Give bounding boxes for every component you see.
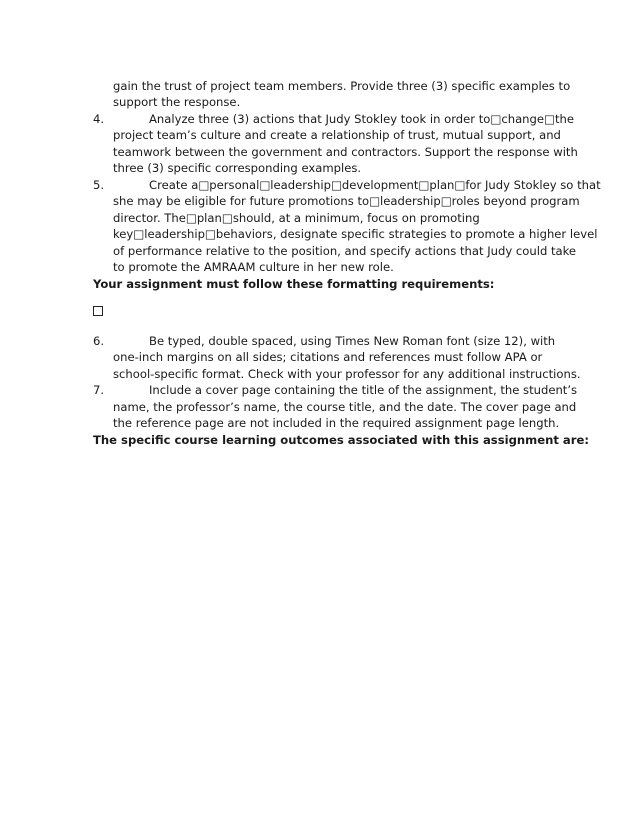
item4-line4: three (3) specific corresponding examples.: [113, 161, 362, 175]
item5-line5: of performance relative to the position, and specify actions that Judy could take: [113, 244, 577, 258]
item6-line1: Be typed, double spaced, using Times New Roman font (size 12), with: [149, 334, 556, 348]
item7-line2: name, the professor’s name, the course title, and the date. The cover page and: [113, 400, 577, 414]
item6-number: 6.: [93, 334, 105, 348]
item4-line1: Analyze three (3) actions that Judy Stokley took in order to□change□the: [149, 112, 574, 126]
item4-number: 4.: [93, 112, 105, 126]
item5-line3: director. The□plan□should, at a minimum, focus on promoting: [113, 211, 480, 225]
item5-line2: she may be eligible for future promotions to□leadership□roles beyond program: [113, 194, 580, 208]
item5-number: 5.: [93, 178, 105, 192]
item5-line1: Create a□personal□leadership□development□plan□for Judy Stokley so that: [149, 178, 601, 192]
learning-outcomes-heading: The specific course learning outcomes associated with this assignment are:: [93, 433, 589, 447]
item3-line2: support the response.: [113, 95, 241, 109]
item5-line6: to promote the AMRAAM culture in her new role.: [113, 260, 394, 274]
item7-line3: the reference page are not included in the required assignment page length.: [113, 416, 560, 430]
item3-line1: gain the trust of project team members. Provide three (3) specific examples to: [113, 79, 571, 93]
item5-line4: key□leadership□behaviors, designate specific strategies to promote a higher level: [113, 227, 598, 241]
item4-line2: project team’s culture and create a relationship of trust, mutual support, and: [113, 128, 561, 142]
bullet-box-icon: [93, 306, 103, 316]
item6-line2: one-inch margins on all sides; citations and references must follow APA or: [113, 350, 543, 364]
item7-number: 7.: [93, 383, 105, 397]
item4-line3: teamwork between the government and contractors. Support the response with: [113, 145, 578, 159]
formatting-requirements-heading: Your assignment must follow these formatting requirements:: [93, 277, 495, 291]
item6-line3: school-specific format. Check with your professor for any additional instructions.: [113, 367, 581, 381]
item7-line1: Include a cover page containing the title of the assignment, the student’s: [149, 383, 578, 397]
